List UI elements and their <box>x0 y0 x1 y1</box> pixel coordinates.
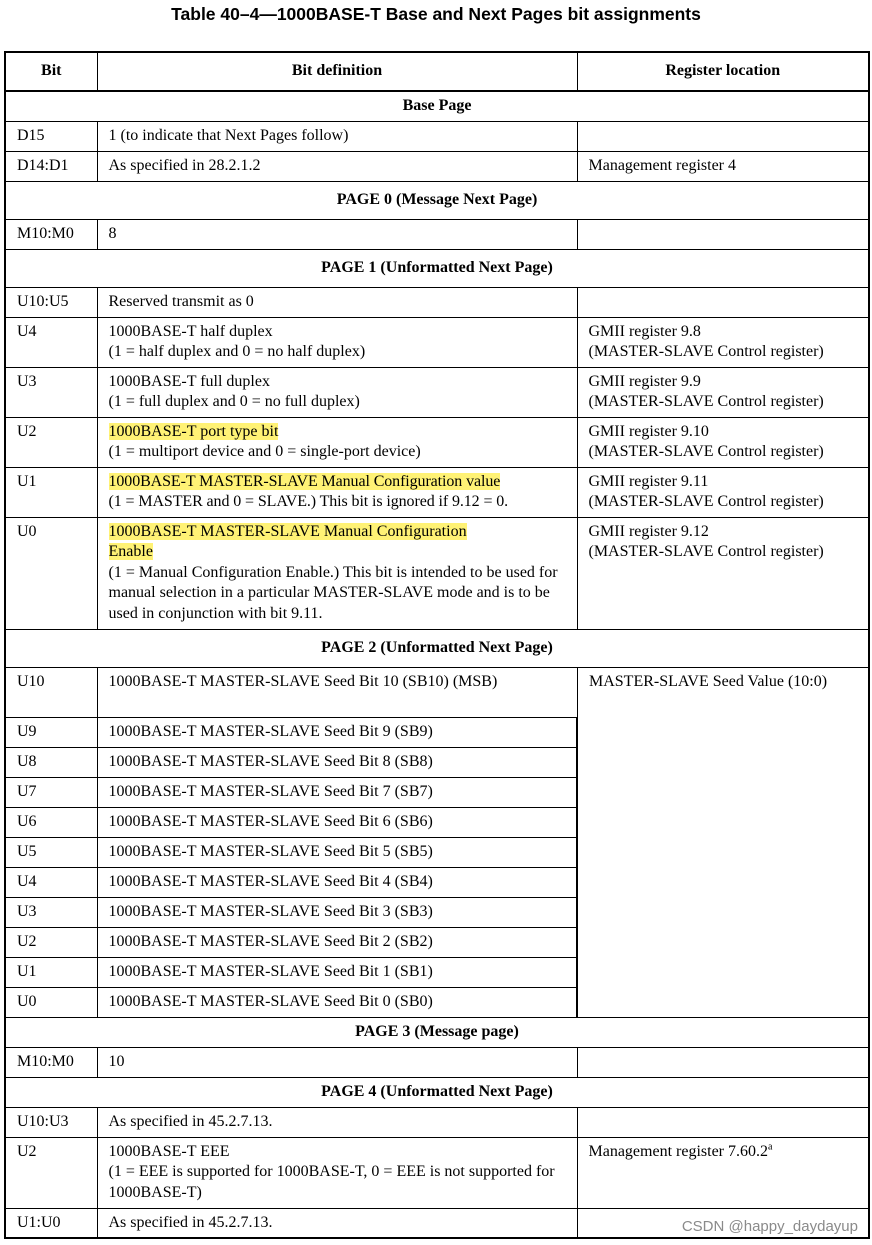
bit-cell: U10:U3 <box>5 1107 97 1137</box>
table-row <box>5 287 869 317</box>
bit-cell: D15 <box>5 121 97 151</box>
table-caption: Table 40–4—1000BASE-T Base and Next Pages bit assignments <box>171 4 701 24</box>
section-title-page-4: PAGE 4 (Unformatted Next Page) <box>5 1077 869 1107</box>
definition-cell: 1000BASE-T MASTER-SLAVE Seed Bit 2 (SB2) <box>97 927 577 957</box>
definition-cell: 1000BASE-T MASTER-SLAVE Seed Bit 6 (SB6) <box>97 807 577 837</box>
table-row <box>5 367 869 417</box>
section-title-page-1: PAGE 1 (Unformatted Next Page) <box>5 249 869 287</box>
bit-cell: U5 <box>5 837 97 867</box>
definition-cell <box>97 1137 577 1208</box>
register-line: GMII register 9.11 <box>588 472 709 490</box>
definition-line: 1000BASE-T half duplex <box>108 322 273 340</box>
section-title-base-page: Base Page <box>5 91 869 121</box>
register-line: (MASTER-SLAVE Control register) <box>588 443 824 460</box>
definition-cell: As specified in 45.2.7.13. <box>97 1107 577 1137</box>
definition-cell: 1000BASE-T MASTER-SLAVE Seed Bit 1 (SB1) <box>97 957 577 987</box>
bit-cell: U10 <box>5 667 97 717</box>
bit-cell: D14:D1 <box>5 151 97 181</box>
register-cell <box>577 367 869 417</box>
table-row <box>5 151 869 181</box>
definition-cell <box>97 517 577 629</box>
section-row <box>5 249 869 287</box>
highlighted-text: 1000BASE-T MASTER-SLAVE Manual Configuration value <box>108 472 501 490</box>
header-register-location: Register location <box>577 52 869 91</box>
definition-cell: 1000BASE-T MASTER-SLAVE Seed Bit 0 (SB0) <box>97 987 577 1017</box>
bit-cell: U4 <box>5 867 97 897</box>
definition-cell <box>97 367 577 417</box>
definition-line: 1000BASE-T full duplex <box>108 372 270 390</box>
header-bit: Bit <box>5 52 97 91</box>
header-bit-definition: Bit definition <box>97 52 577 91</box>
bit-cell: U1:U0 <box>5 1208 97 1238</box>
register-line: GMII register 9.10 <box>588 422 709 440</box>
table-row <box>5 517 869 629</box>
bit-assignments-table <box>4 51 870 1239</box>
table-row <box>5 467 869 517</box>
table-row <box>5 1137 869 1208</box>
definition-cell: 8 <box>97 219 577 249</box>
definition-cell: 10 <box>97 1047 577 1077</box>
definition-cell <box>97 317 577 367</box>
bit-cell: U9 <box>5 717 97 747</box>
register-cell <box>577 317 869 367</box>
table-row <box>5 121 869 151</box>
section-row <box>5 629 869 667</box>
bit-cell: U6 <box>5 807 97 837</box>
register-cell <box>577 1107 869 1137</box>
bit-cell: U2 <box>5 1137 97 1208</box>
definition-cell: 1000BASE-T MASTER-SLAVE Seed Bit 4 (SB4) <box>97 867 577 897</box>
section-row <box>5 1077 869 1107</box>
section-row <box>5 91 869 121</box>
section-row <box>5 181 869 219</box>
register-cell <box>577 417 869 467</box>
register-cell <box>577 219 869 249</box>
register-line: Management register 7.60.2 <box>588 1142 768 1160</box>
definition-cell: 1000BASE-T MASTER-SLAVE Seed Bit 7 (SB7) <box>97 777 577 807</box>
definition-cell: As specified in 45.2.7.13. <box>97 1208 577 1238</box>
definition-cell: 1000BASE-T MASTER-SLAVE Seed Bit 5 (SB5) <box>97 837 577 867</box>
definition-cell: 1 (to indicate that Next Pages follow) <box>97 121 577 151</box>
section-title-page-0: PAGE 0 (Message Next Page) <box>5 181 869 219</box>
definition-cell: As specified in 28.2.1.2 <box>97 151 577 181</box>
table-row <box>5 667 869 717</box>
bit-cell: U10:U5 <box>5 287 97 317</box>
bit-cell: U8 <box>5 747 97 777</box>
bit-cell: M10:M0 <box>5 219 97 249</box>
watermark: CSDN @happy_daydayup <box>681 1218 858 1235</box>
bit-cell: U1 <box>5 467 97 517</box>
bit-cell: U3 <box>5 367 97 417</box>
footnote-marker: a <box>768 1141 773 1153</box>
register-line: (MASTER-SLAVE Control register) <box>588 543 824 560</box>
register-line: GMII register 9.9 <box>588 372 701 390</box>
table-row <box>5 219 869 249</box>
definition-paragraph: (1 = Manual Configuration Enable.) This bit is intended to be used for manual selection in a particular MASTER-SLAVE mode and is to be used in conjunction with bit 9.11. <box>108 563 558 622</box>
section-row <box>5 1017 869 1047</box>
bit-cell: U3 <box>5 897 97 927</box>
definition-line: (1 = full duplex and 0 = no full duplex) <box>108 393 360 410</box>
definition-line: (1 = half duplex and 0 = no half duplex) <box>108 343 366 360</box>
register-cell <box>577 517 869 629</box>
bit-cell: U4 <box>5 317 97 367</box>
register-line: (MASTER-SLAVE Control register) <box>588 493 824 510</box>
register-cell <box>577 1047 869 1077</box>
definition-cell: Reserved transmit as 0 <box>97 287 577 317</box>
bit-cell: U1 <box>5 957 97 987</box>
table-row <box>5 417 869 467</box>
definition-cell <box>97 467 577 517</box>
register-line: (MASTER-SLAVE Control register) <box>588 343 824 360</box>
highlighted-text: 1000BASE-T port type bit <box>108 422 279 440</box>
section-title-page-2: PAGE 2 (Unformatted Next Page) <box>5 629 869 667</box>
definition-line: (1 = multiport device and 0 = single-port device) <box>108 443 421 460</box>
table-header-row <box>5 52 869 91</box>
bit-cell: U2 <box>5 417 97 467</box>
definition-paragraph: (1 = EEE is supported for 1000BASE-T, 0 = EEE is not supported for 1000BASE-T) <box>108 1163 555 1201</box>
definition-line: 1000BASE-T EEE <box>108 1142 230 1160</box>
definition-cell: 1000BASE-T MASTER-SLAVE Seed Bit 8 (SB8) <box>97 747 577 777</box>
register-line: GMII register 9.12 <box>588 522 709 540</box>
register-line: GMII register 9.8 <box>588 322 701 340</box>
register-cell: Management register 4 <box>577 151 869 181</box>
highlighted-text: Enable <box>108 543 153 560</box>
definition-line: (1 = MASTER and 0 = SLAVE.) This bit is ignored if 9.12 = 0. <box>108 493 509 510</box>
definition-cell: 1000BASE-T MASTER-SLAVE Seed Bit 3 (SB3) <box>97 897 577 927</box>
definition-cell: 1000BASE-T MASTER-SLAVE Seed Bit 10 (SB10) (MSB) <box>97 667 577 717</box>
register-cell <box>577 467 869 517</box>
table-row <box>5 1047 869 1077</box>
bit-cell: U2 <box>5 927 97 957</box>
table-row <box>5 317 869 367</box>
register-cell-seed-value: MASTER-SLAVE Seed Value (10:0) <box>577 667 869 1017</box>
definition-cell <box>97 417 577 467</box>
definition-cell: 1000BASE-T MASTER-SLAVE Seed Bit 9 (SB9) <box>97 717 577 747</box>
register-cell <box>577 1137 869 1208</box>
bit-cell: U7 <box>5 777 97 807</box>
register-line: (MASTER-SLAVE Control register) <box>588 393 824 410</box>
bit-cell: M10:M0 <box>5 1047 97 1077</box>
bit-cell: U0 <box>5 987 97 1017</box>
highlighted-text: 1000BASE-T MASTER-SLAVE Manual Configuration <box>108 522 467 540</box>
table-row <box>5 1107 869 1137</box>
register-cell <box>577 287 869 317</box>
register-cell <box>577 121 869 151</box>
bit-cell: U0 <box>5 517 97 629</box>
section-title-page-3: PAGE 3 (Message page) <box>5 1017 869 1047</box>
